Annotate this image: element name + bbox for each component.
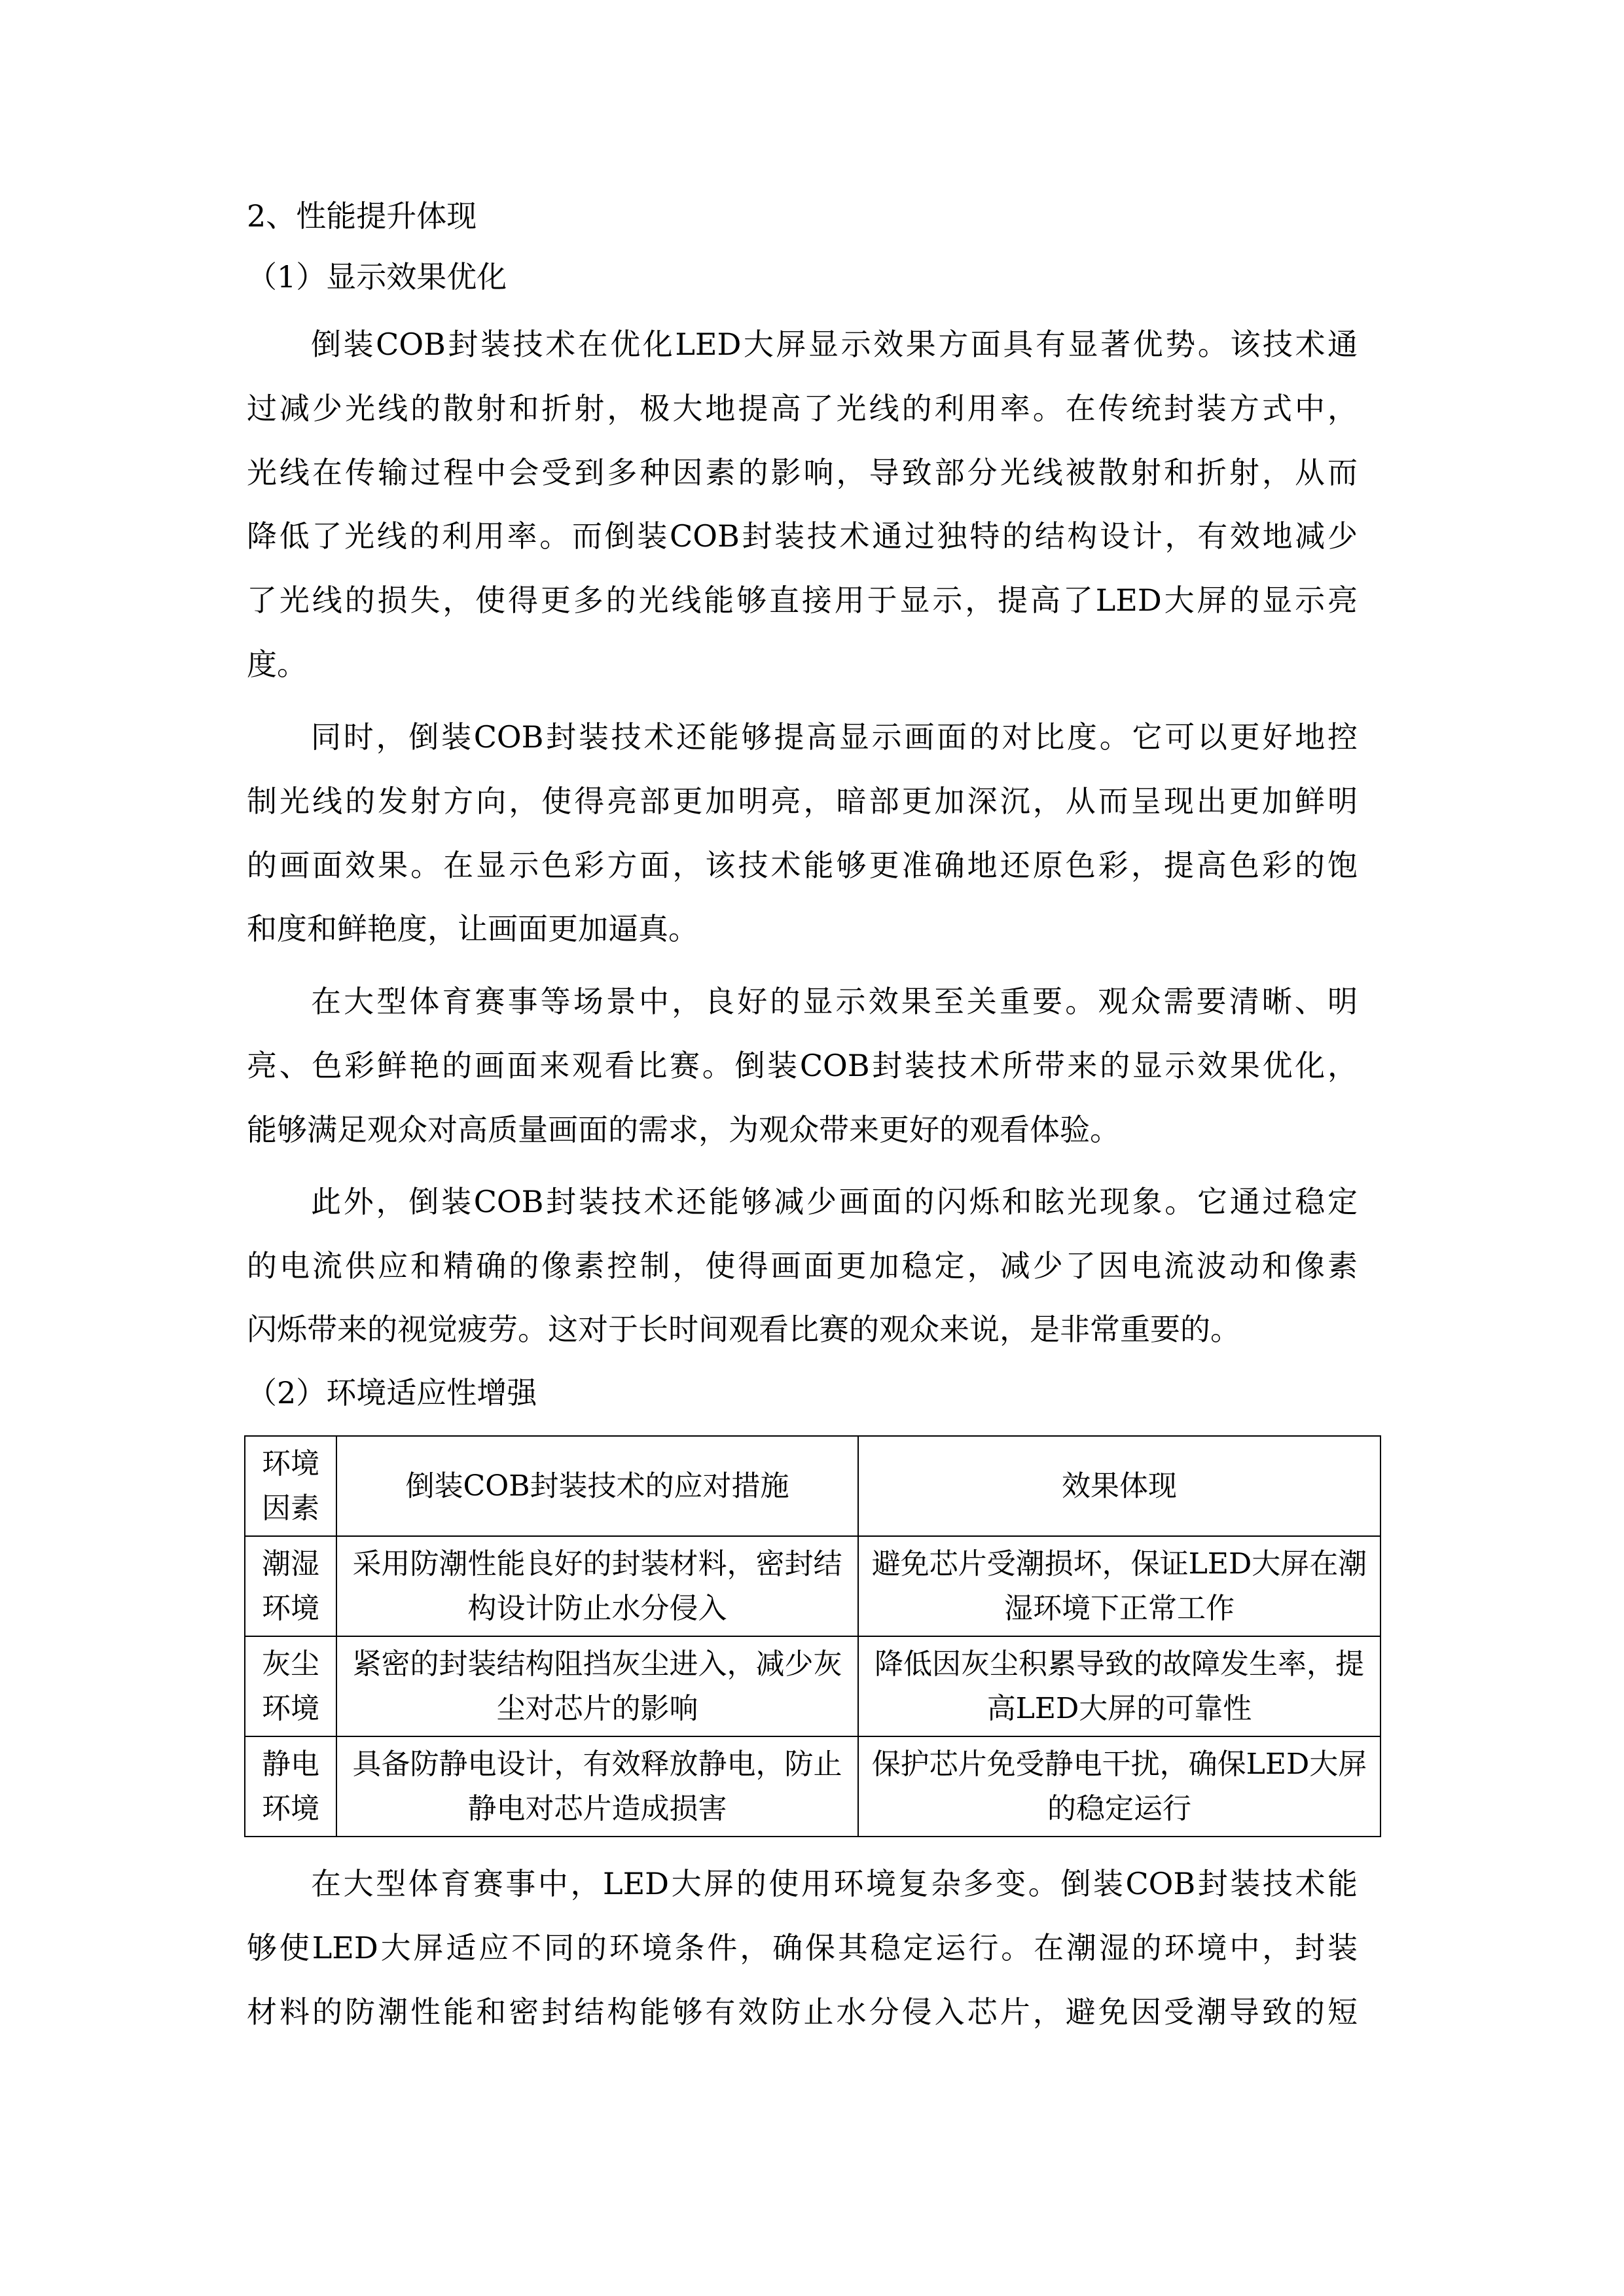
text-line: 在大型体育赛事中，LED大屏的使用环境复杂多变。倒装COB封装技术能 <box>311 1866 1358 1901</box>
text-line: 了光线的损失，使得更多的光线能够直接用于显示，提高了LED大屏的显示亮 <box>247 583 1358 618</box>
text-line: 亮、色彩鲜艳的画面来观看比赛。倒装COB封装技术所带来的显示效果优化， <box>247 1048 1358 1083</box>
table-cell-effect: 保护芯片免受静电干扰，确保LED大屏的稳定运行 <box>858 1736 1380 1837</box>
text-line: 的电流供应和精确的像素控制，使得画面更加稳定，减少了因电流波动和像素 <box>247 1248 1358 1283</box>
table-cell-factor: 潮湿环境 <box>245 1536 336 1636</box>
text-line: 和度和鲜艳度，让画面更加逼真。 <box>247 911 698 946</box>
table-row <box>245 1536 1380 1636</box>
subsection-title-display-optimization: （1）显示效果优化 <box>247 259 507 295</box>
environment-adaptability-table <box>244 1435 1381 1837</box>
table-header-row <box>245 1436 1380 1536</box>
section-title: 2、性能提升体现 <box>247 198 477 234</box>
table-cell-measure: 采用防潮性能良好的封装材料，密封结构设计防止水分侵入 <box>336 1536 858 1636</box>
table-header-cell: 环境因素 <box>245 1436 336 1536</box>
text-line: 制光线的发射方向，使得亮部更加明亮，暗部更加深沉，从而呈现出更加鲜明 <box>247 783 1358 819</box>
text-line: 倒装COB封装技术在优化LED大屏显示效果方面具有显著优势。该技术通 <box>311 327 1358 362</box>
text-line: 够使LED大屏适应不同的环境条件，确保其稳定运行。在潮湿的环境中，封装 <box>247 1930 1358 1965</box>
table-cell-factor: 灰尘环境 <box>245 1636 336 1736</box>
text-line: 光线在传输过程中会受到多种因素的影响，导致部分光线被散射和折射，从而 <box>247 455 1358 490</box>
table-header-cell: 倒装COB封装技术的应对措施 <box>336 1436 858 1536</box>
table-row <box>245 1736 1380 1837</box>
text-line: 在大型体育赛事等场景中，良好的显示效果至关重要。观众需要清晰、明 <box>311 984 1358 1019</box>
table-cell-effect: 避免芯片受潮损坏，保证LED大屏在潮湿环境下正常工作 <box>858 1536 1380 1636</box>
text-line: 过减少光线的散射和折射，极大地提高了光线的利用率。在传统封装方式中， <box>247 391 1358 426</box>
text-line: 此外，倒装COB封装技术还能够减少画面的闪烁和眩光现象。它通过稳定 <box>311 1184 1358 1219</box>
text-line: 材料的防潮性能和密封结构能够有效防止水分侵入芯片，避免因受潮导致的短 <box>247 1994 1358 2030</box>
table-cell-measure: 具备防静电设计，有效释放静电，防止静电对芯片造成损害 <box>336 1736 858 1837</box>
text-line: 能够满足观众对高质量画面的需求，为观众带来更好的观看体验。 <box>247 1112 1120 1147</box>
subsection-title-environment-adaptability: （2）环境适应性增强 <box>247 1375 537 1410</box>
text-line: 降低了光线的利用率。而倒装COB封装技术通过独特的结构设计，有效地减少 <box>247 518 1358 554</box>
text-line: 的画面效果。在显示色彩方面，该技术能够更准确地还原色彩，提高色彩的饱 <box>247 848 1358 883</box>
text-line: 闪烁带来的视觉疲劳。这对于长时间观看比赛的观众来说，是非常重要的。 <box>247 1312 1240 1347</box>
table-header-cell: 效果体现 <box>858 1436 1380 1536</box>
table-cell-factor: 静电环境 <box>245 1736 336 1837</box>
text-line: 同时，倒装COB封装技术还能够提高显示画面的对比度。它可以更好地控 <box>311 719 1358 755</box>
table-cell-measure: 紧密的封装结构阻挡灰尘进入，减少灰尘对芯片的影响 <box>336 1636 858 1736</box>
text-line: 度。 <box>247 647 307 682</box>
table-cell-effect: 降低因灰尘积累导致的故障发生率，提高LED大屏的可靠性 <box>858 1636 1380 1736</box>
table-row <box>245 1636 1380 1736</box>
